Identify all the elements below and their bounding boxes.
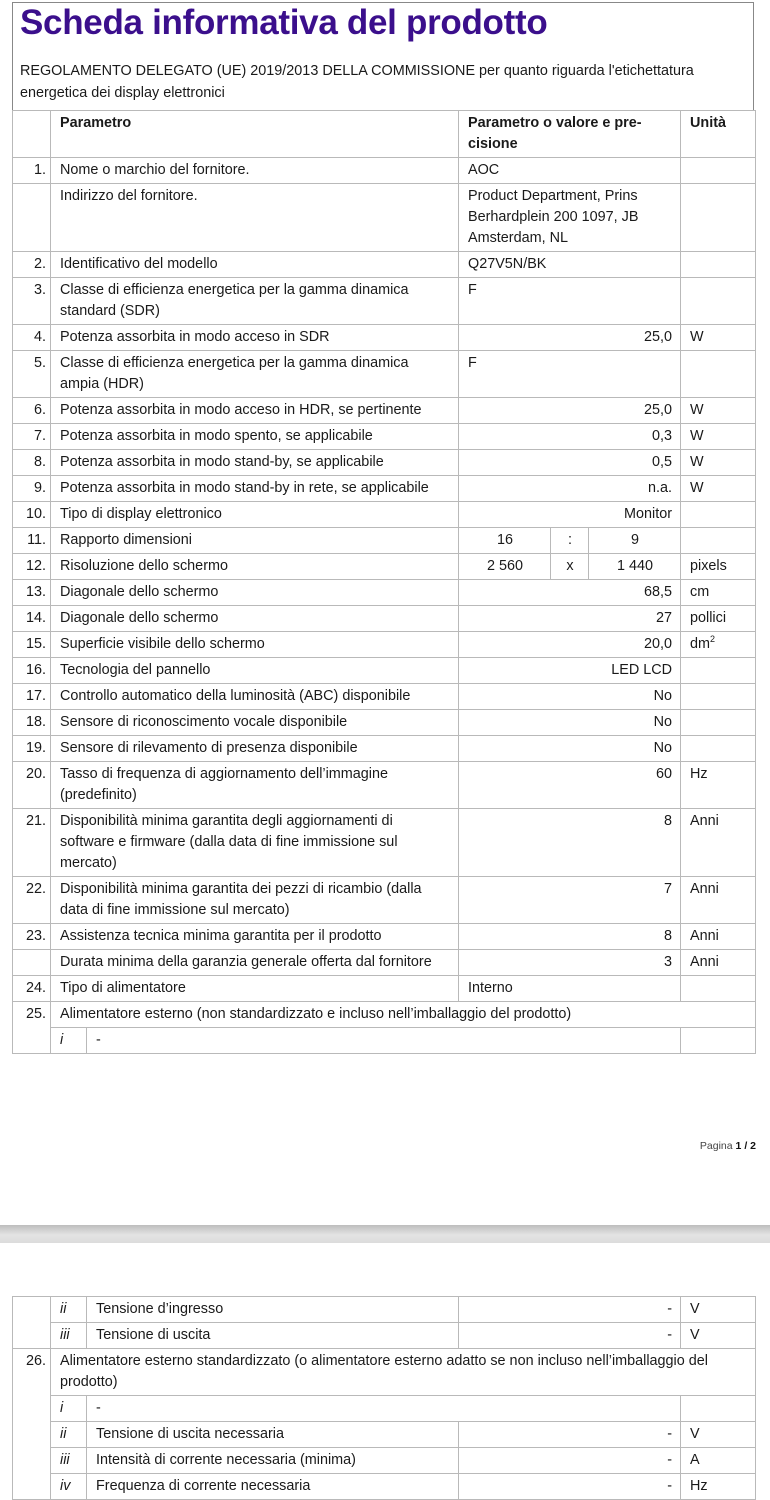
table-row: Durata minima della garanzia generale offerta dal fornitore 3 Anni xyxy=(13,950,756,976)
table-row: 19. Sensore di rilevamento di presenza disponibile No xyxy=(13,736,756,762)
table-row: 3. Classe di efficienza energetica per la gamma dinamica standard (SDR) F xyxy=(13,278,756,325)
model-identifier: Q27V5N/BK xyxy=(459,252,681,278)
table-row: 14. Diagonale dello schermo 27 pollici xyxy=(13,606,756,632)
page-number: Pagina 1 / 2 xyxy=(699,1140,756,1152)
page-title: Scheda informativa del prodotto xyxy=(20,3,548,42)
product-info-table-continued xyxy=(12,1296,756,1500)
table-row: 10. Tipo di display elettronico Monitor xyxy=(13,502,756,528)
header-value: Parametro o valore e pre- cisione xyxy=(459,111,681,158)
table-row: 13. Diagonale dello schermo 68,5 cm xyxy=(13,580,756,606)
table-subrow: iv Frequenza di corrente necessaria - Hz xyxy=(13,1474,756,1500)
header-parameter: Parametro xyxy=(51,111,459,158)
header-unit: Unità xyxy=(681,111,756,158)
table-row: 2. Identificativo del modello Q27V5N/BK xyxy=(13,252,756,278)
table-row: 25. Alimentatore esterno (non standardizzato e incluso nell’imballaggio del prodotto) xyxy=(13,1002,756,1028)
table-row: 6. Potenza assorbita in modo acceso in HDR, se pertinente 25,0 W xyxy=(13,398,756,424)
table-subrow: ii Tensione di uscita necessaria - V xyxy=(13,1422,756,1448)
page-separator xyxy=(0,1225,770,1243)
regulation-subtitle: REGOLAMENTO DELEGATO (UE) 2019/2013 DELLA COMMISSIONE per quanto riguarda l'etichettatura energetica dei display elettronici xyxy=(20,63,694,101)
table-row: 21. Disponibilità minima garantita degli aggiornamenti di software e firmware (dalla data di fine immissione sul mercato) 8 Anni xyxy=(13,809,756,877)
energy-class-sdr: F xyxy=(459,278,681,325)
table-subrow: ii Tensione d’ingresso - V xyxy=(13,1297,756,1323)
energy-class-hdr: F xyxy=(459,351,681,398)
table-subrow: iii Intensità di corrente necessaria (minima) - A xyxy=(13,1448,756,1474)
supplier-address: Product Department, Prins Berhardplein 200 1097, JB Amsterdam, NL xyxy=(459,184,681,252)
table-row: 11. Rapporto dimensioni 16 : 9 xyxy=(13,528,756,554)
table-row: 8. Potenza assorbita in modo stand-by, se applicabile 0,5 W xyxy=(13,450,756,476)
table-row: 22. Disponibilità minima garantita dei pezzi di ricambio (dalla data di fine immissione sul mercato) 7 Anni xyxy=(13,877,756,924)
table-row: 26. Alimentatore esterno standardizzato (o alimentatore esterno adatto se non incluso nell’imballaggio del prodotto) xyxy=(13,1349,756,1396)
table-row: 20. Tasso di frequenza di aggiornamento dell’immagine (predefinito) 60 Hz xyxy=(13,762,756,809)
document-page-2 xyxy=(0,1243,770,1500)
table-header-row xyxy=(13,111,756,158)
table-row: 15. Superficie visibile dello schermo 20,0 $dm^2$ xyxy=(13,632,756,658)
table-row: 18. Sensore di riconoscimento vocale disponibile No xyxy=(13,710,756,736)
table-row: 5. Classe di efficienza energetica per la gamma dinamica ampia (HDR) F xyxy=(13,351,756,398)
table-row: 4. Potenza assorbita in modo acceso in SDR 25,0 W xyxy=(13,325,756,351)
table-subrow: i - xyxy=(13,1028,756,1054)
table-row: 17. Controllo automatico della luminosità (ABC) disponibile No xyxy=(13,684,756,710)
table-row: 12. Risoluzione dello schermo 2 560 x 1 440 pixels xyxy=(13,554,756,580)
product-info-table xyxy=(12,110,756,1054)
table-row: 24. Tipo di alimentatore Interno xyxy=(13,976,756,1002)
table-subrow: iii Tensione di uscita - V xyxy=(13,1323,756,1349)
table-row: 16. Tecnologia del pannello LED LCD xyxy=(13,658,756,684)
table-row: 1. Nome o marchio del fornitore. AOC xyxy=(13,158,756,184)
table-row: Indirizzo del fornitore. Product Department, Prins Berhardplein 200 1097, JB Amsterdam, NL xyxy=(13,184,756,252)
table-subrow: i - xyxy=(13,1396,756,1422)
table-row: 9. Potenza assorbita in modo stand-by in rete, se applicabile n.a. W xyxy=(13,476,756,502)
table-row: 23. Assistenza tecnica minima garantita per il prodotto 8 Anni xyxy=(13,924,756,950)
table-row: 7. Potenza assorbita in modo spento, se applicabile 0,3 W xyxy=(13,424,756,450)
document-header xyxy=(12,2,754,111)
